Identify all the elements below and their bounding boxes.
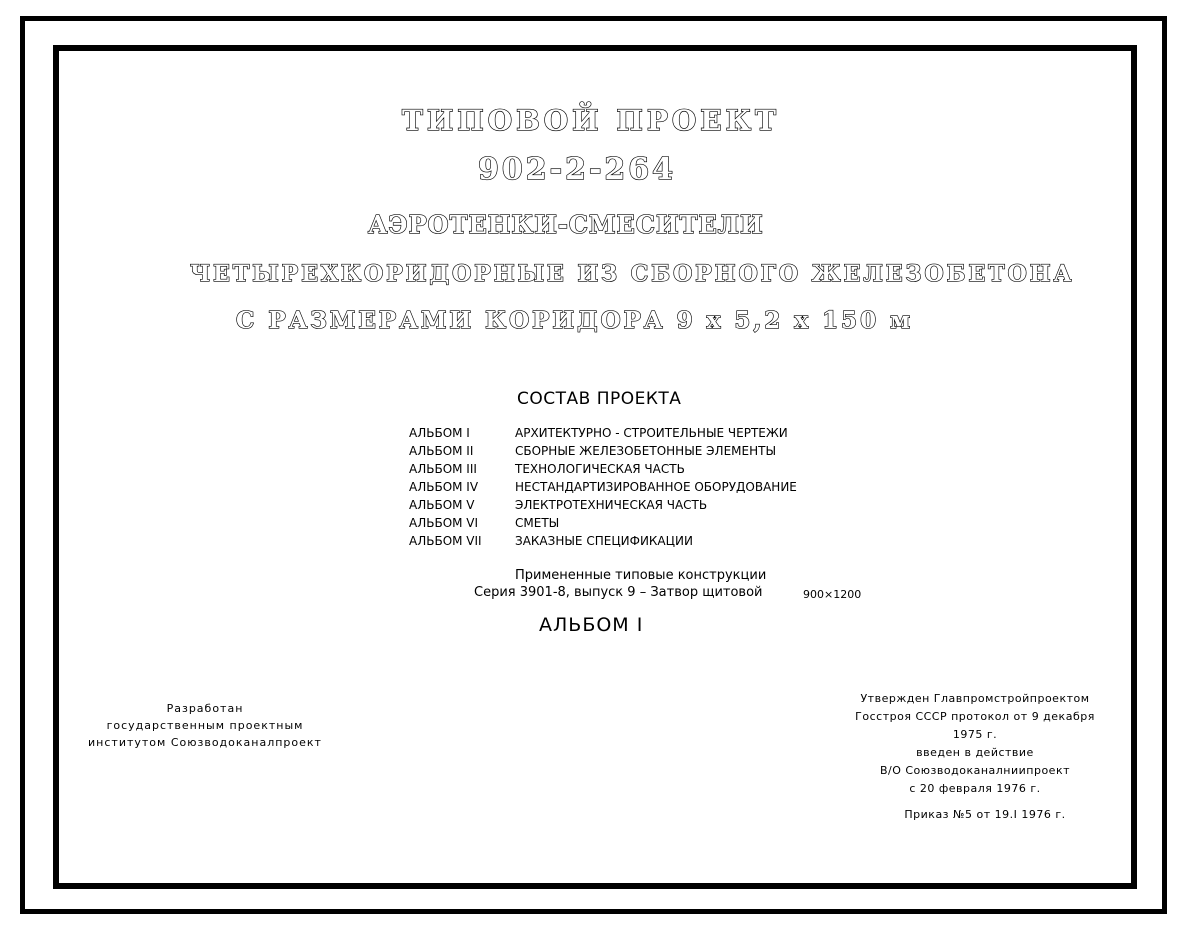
- album-row: [409, 442, 797, 460]
- project-number: 902-2-264: [478, 152, 677, 187]
- album-number: АЛЬБОМ V: [409, 498, 475, 512]
- approval-line: с 20 февраля 1976 г.: [909, 782, 1041, 795]
- order-line: Приказ №5 от 19.I 1976 г.: [904, 808, 1066, 821]
- developer-line: государственным проектным: [106, 719, 304, 732]
- album-description: СМЕТЫ: [515, 516, 560, 530]
- series-size: 900×1200: [803, 588, 862, 601]
- approval-block: [845, 690, 1105, 824]
- title-line-4: ЧЕТЫРЕХКОРИДОРНЫЕ ИЗ СБОРНОГО ЖЕЛЕЗОБЕТОНА: [190, 261, 1075, 287]
- album-row: [409, 514, 797, 532]
- approval-line: введен в действие: [916, 746, 1034, 759]
- album-number: АЛЬБОМ IV: [409, 480, 479, 494]
- album-description: ТЕХНОЛОГИЧЕСКАЯ ЧАСТЬ: [515, 462, 685, 476]
- applied-constructions-label: Примененные типовые конструкции: [515, 568, 767, 583]
- album-number: АЛЬБОМ II: [409, 444, 474, 458]
- album-number: АЛЬБОМ III: [409, 462, 477, 476]
- approval-line: В/О Союзводоканалниипроект: [879, 764, 1071, 777]
- album-number: АЛЬБОМ VI: [409, 516, 479, 530]
- album-number: АЛЬБОМ VII: [409, 534, 482, 548]
- developer-block: [60, 700, 350, 751]
- album-row: [409, 532, 797, 550]
- title-line-3: АЭРОТЕНКИ-СМЕСИТЕЛИ: [368, 210, 764, 239]
- title-line-5: С РАЗМЕРАМИ КОРИДОРА 9 х 5,2 х 150 м: [236, 307, 914, 334]
- composition-title: СОСТАВ ПРОЕКТА: [517, 389, 682, 409]
- title-line-1: ТИПОВОЙ ПРОЕКТ: [402, 104, 780, 137]
- album-row: [409, 424, 797, 442]
- developer-line: Разработан: [166, 702, 244, 715]
- album-number: АЛЬБОМ I: [409, 426, 470, 440]
- album-row: [409, 478, 797, 496]
- series-text: Серия 3901-8, выпуск 9 – Затвор щитовой: [474, 585, 763, 600]
- album-description: НЕСТАНДАРТИЗИРОВАННОЕ ОБОРУДОВАНИЕ: [515, 480, 797, 494]
- album-row: [409, 460, 797, 478]
- developer-line: институтом Союзводоканалпроект: [88, 736, 322, 749]
- album-description: СБОРНЫЕ ЖЕЛЕЗОБЕТОННЫЕ ЭЛЕМЕНТЫ: [515, 444, 777, 458]
- album-row: [409, 496, 797, 514]
- album-description: АРХИТЕКТУРНО - СТРОИТЕЛЬНЫЕ ЧЕРТЕЖИ: [515, 426, 788, 440]
- album-description: ЭЛЕКТРОТЕХНИЧЕСКАЯ ЧАСТЬ: [515, 498, 708, 512]
- album-list: [409, 424, 797, 550]
- album-description: ЗАКАЗНЫЕ СПЕЦИФИКАЦИИ: [515, 534, 693, 548]
- current-album: АЛЬБОМ I: [539, 614, 644, 636]
- approval-line: Утвержден Главпромстройпроектом: [860, 692, 1090, 705]
- approval-line: Госстроя СССР протокол от 9 декабря 1975 г.: [855, 710, 1095, 741]
